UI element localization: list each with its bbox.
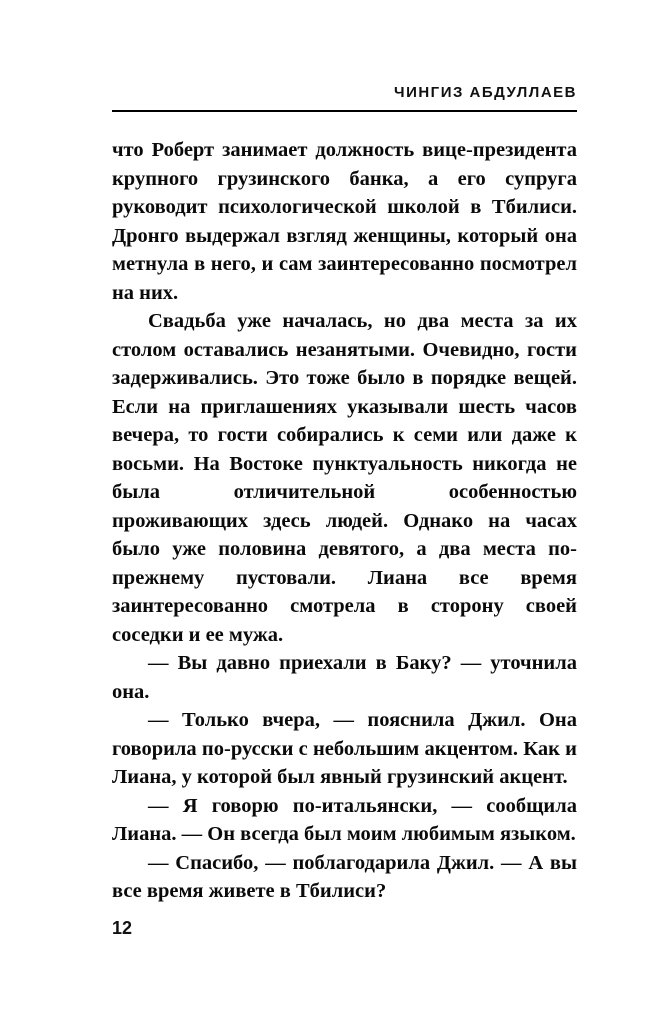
paragraph-dialogue: — Я говорю по-итальянски, — сообщила Лиана. — Он всегда был моим любимым языком. xyxy=(112,794,577,845)
paragraph-dialogue: — Только вчера, — пояснила Джил. Она говорила по-русски с небольшим акцентом. Как и Лиана, у которой был явный грузинский акцент. xyxy=(112,709,577,788)
body-text xyxy=(112,136,577,906)
content-column xyxy=(112,84,577,906)
paragraph: что Роберт занимает должность вице-президента крупного грузинского банка, а его супруга руководит психологической школой в Тбилиси. Дронго выдержал взгляд женщины, который она метнула в него, и сам заинтересованно посмотрел на них. xyxy=(112,139,577,304)
running-header-author: ЧИНГИЗ АБДУЛЛАЕВ xyxy=(112,84,577,112)
paragraph-dialogue: — Спасибо, — поблагодарила Джил. — А вы все время живете в Тбилиси? xyxy=(112,851,577,902)
paragraph-dialogue: — Вы давно приехали в Баку? — уточнила она. xyxy=(112,652,577,703)
page-number: 12 xyxy=(112,918,133,938)
paragraph: Свадьба уже началась, но два места за их столом оставались незанятыми. Очевидно, гости задерживались. Это тоже было в порядке вещей. Если на приглашениях указывали шесть часов вечера, то гости собирались к семи или даже к восьми. На Востоке пунктуальность никогда не была отличительной особенностью проживающих здесь людей. Однако на часах было уже половина девятого, а два места по-прежнему пустовали. Лиана все время заинтересованно смотрела в сторону своей соседки и ее мужа. xyxy=(112,310,577,646)
